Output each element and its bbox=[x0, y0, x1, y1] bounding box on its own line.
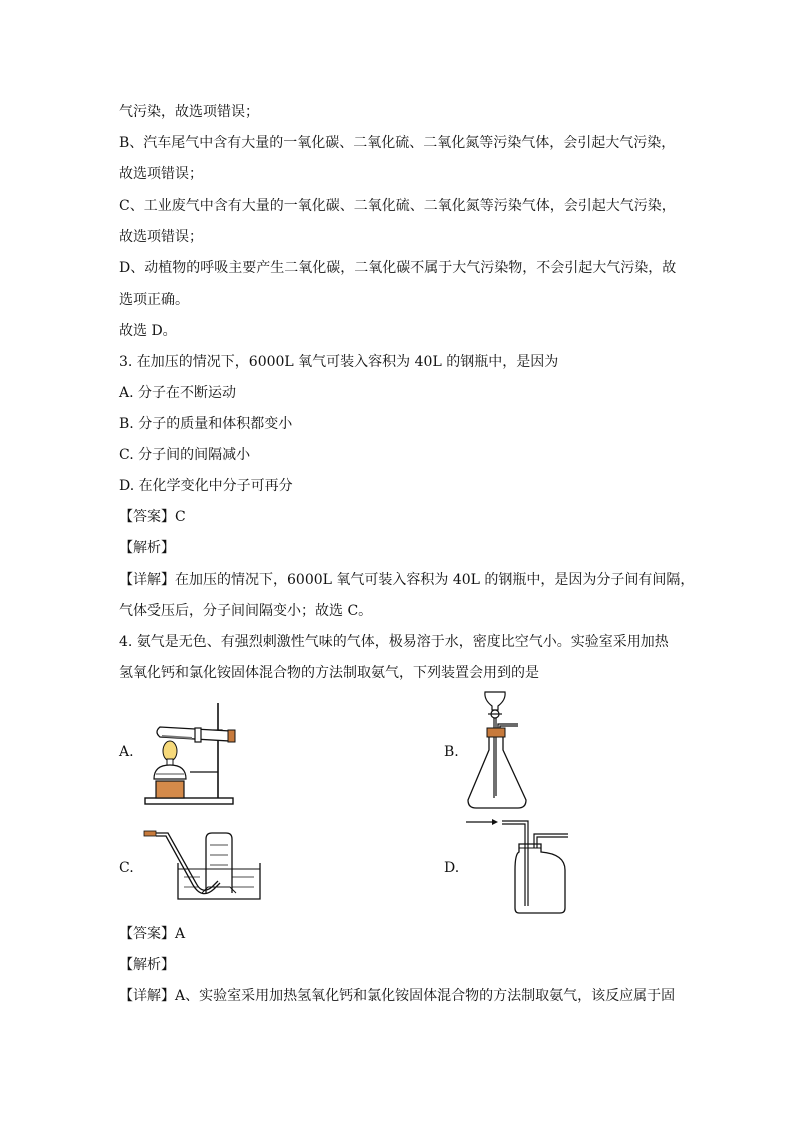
detail-3-line-1: 【详解】在加压的情况下，6000L 氧气可装入容积为 40L 的钢瓶中，是因为分子间有间隔， bbox=[119, 572, 695, 588]
question-3-stem: 3. 在加压的情况下，6000L 氧气可装入容积为 40L 的钢瓶中，是因为 bbox=[119, 354, 559, 370]
figure-label-a: A. bbox=[119, 744, 134, 760]
figure-label-b: B. bbox=[444, 744, 459, 760]
text-line-8: 故选 D。 bbox=[119, 323, 177, 339]
text-line-7: 选项正确。 bbox=[119, 292, 189, 308]
text-line-4: C、工业废气中含有大量的一氧化碳、二氧化硫、二氧化氮等污染气体，会引起大气污染， bbox=[119, 198, 676, 214]
figure-label-c: C. bbox=[119, 860, 134, 876]
option-3a: A. 分子在不断运动 bbox=[119, 385, 237, 401]
detail-3-line-2: 气体受压后，分子间间隔变小；故选 C。 bbox=[119, 603, 373, 619]
apparatus-d-gas-bottle bbox=[462, 812, 572, 916]
option-3c: C. 分子间的间隔减小 bbox=[119, 447, 251, 463]
detail-4-line-1: 【详解】A、实验室采用加热氢氧化钙和氯化铵固体混合物的方法制取氨气，该反应属于固 bbox=[119, 988, 676, 1004]
text-line-5: 故选项错误； bbox=[119, 229, 203, 245]
apparatus-a-heating-setup bbox=[140, 695, 240, 810]
apparatus-c-water-collection bbox=[140, 825, 265, 905]
answer-3: 【答案】C bbox=[119, 509, 186, 525]
question-4-stem-1: 4. 氨气是无色、有强烈刺激性气味的气体，极易溶于水，密度比空气小。实验室采用加热 bbox=[119, 634, 669, 650]
figure-label-d: D. bbox=[444, 860, 460, 876]
analysis-3-heading: 【解析】 bbox=[119, 540, 175, 556]
text-line-1: 气污染，故选项错误； bbox=[119, 104, 259, 120]
option-3b: B. 分子的质量和体积都变小 bbox=[119, 416, 293, 432]
option-3d: D. 在化学变化中分子可再分 bbox=[119, 478, 293, 494]
question-4-stem-2: 氢氧化钙和氯化铵固体混合物的方法制取氨气，下列装置会用到的是 bbox=[119, 665, 539, 681]
apparatus-b-funnel-flask bbox=[460, 688, 540, 813]
answer-4: 【答案】A bbox=[119, 926, 186, 942]
analysis-4-heading: 【解析】 bbox=[119, 957, 175, 973]
text-line-2: B、汽车尾气中含有大量的一氧化碳、二氧化硫、二氧化氮等污染气体，会引起大气污染， bbox=[119, 135, 676, 151]
text-line-3: 故选项错误； bbox=[119, 166, 203, 182]
text-line-6: D、动植物的呼吸主要产生二氧化碳，二氧化碳不属于大气污染物，不会引起大气污染，故 bbox=[119, 260, 677, 276]
